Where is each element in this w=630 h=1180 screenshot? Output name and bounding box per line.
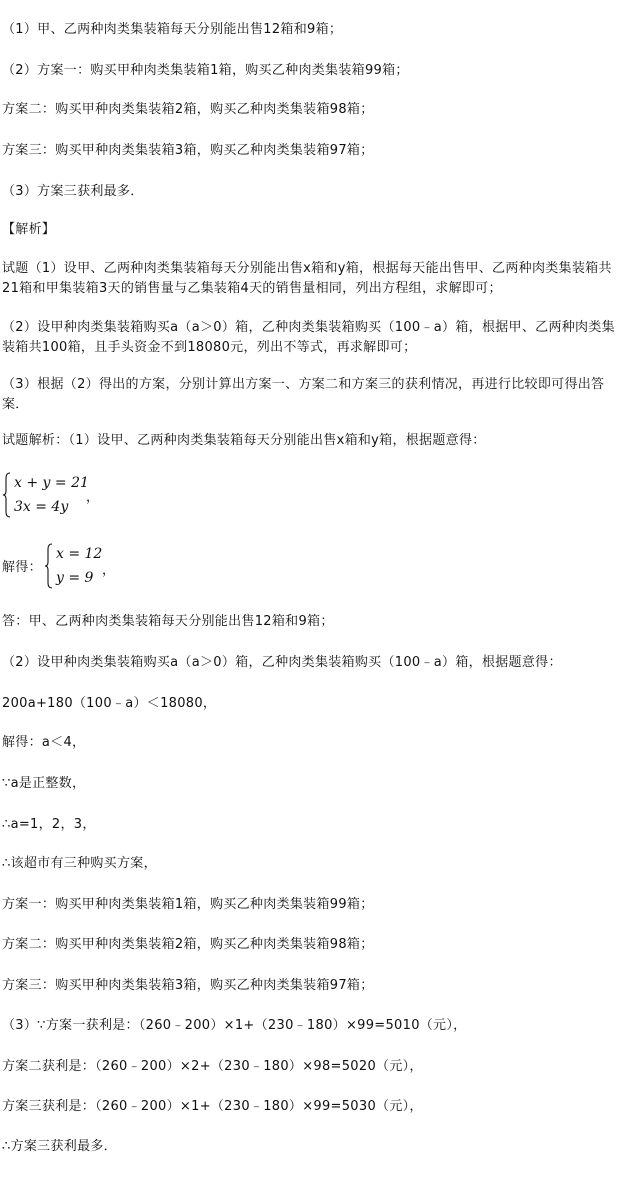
three-plans-statement: ∴该超市有三种购买方案，	[2, 856, 157, 871]
equation-system-2	[44, 543, 164, 593]
profit-plan3: 方案三获利是：（260﹣200）×1+（230﹣180）×99=5030（元），	[2, 1099, 423, 1114]
brace-icon	[2, 472, 12, 518]
system1-comma: ，	[86, 490, 100, 505]
system1-equation-2: 3x = 4y	[14, 499, 69, 515]
solution-part1-setup: 试题解析：（1）设甲、乙两种肉类集装箱每天分别能出售x箱和y箱，根据题意得：	[2, 433, 486, 448]
a-values: ∴a=1，2，3，	[2, 817, 96, 832]
brace-icon	[44, 543, 54, 589]
plan2: 方案二：购买甲种肉类集装箱2箱，购买乙种肉类集装箱98箱；	[2, 937, 374, 952]
plan1: 方案一：购买甲种肉类集装箱1箱，购买乙种肉类集装箱99箱；	[2, 897, 374, 912]
system2-equation-2: y = 9	[56, 570, 94, 586]
system2-comma: ，	[102, 563, 116, 578]
analysis-part1: 试题（1）设甲、乙两种肉类集装箱每天分别能出售x箱和y箱，根据每天能出售甲、乙两种肉类集装箱共21箱和甲集装箱3天的销售量与乙集装箱4天的销售量相同，列出方程组，求解即可；	[2, 261, 612, 296]
system2-equation-1: x = 12	[56, 546, 103, 562]
answer-part1: （1）甲、乙两种肉类集装箱每天分别能出售12箱和9箱；	[2, 22, 343, 37]
analysis-part3: （3）根据（2）得出的方案，分别计算出方案一、方案二和方案三的获利情况，再进行比较即可得出答案．	[2, 377, 605, 412]
answer-part3: （3）方案三获利最多．	[2, 184, 144, 199]
answer-part2-plan1: （2）方案一：购买甲种肉类集装箱1箱，购买乙种肉类集装箱99箱；	[2, 63, 409, 78]
inequality-solution: 解得：a＜4，	[2, 735, 86, 750]
analysis-heading: 【解析】	[2, 222, 56, 237]
solution-part2-setup: （2）设甲种肉类集装箱购买a（a＞0）箱，乙种肉类集装箱购买（100﹣a）箱，根据题意得：	[2, 655, 562, 670]
answer-statement: 答：甲、乙两种肉类集装箱每天分别能出售12箱和9箱；	[2, 614, 334, 629]
profit-plan1: （3）∵方案一获利是：（260﹣200）×1+（230﹣180）×99=5010（元），	[2, 1018, 467, 1033]
system1-equation-1: x + y = 21	[14, 475, 89, 491]
inequality: 200a+180（100﹣a）＜18080，	[2, 696, 217, 711]
plan3: 方案三：购买甲种肉类集装箱3箱，购买乙种肉类集装箱97箱；	[2, 978, 374, 993]
equation-system-1	[2, 472, 142, 522]
conclusion: ∴方案三获利最多．	[2, 1139, 117, 1154]
analysis-part2: （2）设甲种肉类集装箱购买a（a＞0）箱，乙种肉类集装箱购买（100﹣a）箱，根据甲、乙两种肉类集装箱共100箱，且手头资金不到18080元，列出不等式，再求解即可；	[2, 320, 615, 355]
solve-label: 解得：	[2, 560, 42, 575]
integer-condition: ∵a是正整数，	[2, 776, 86, 791]
answer-plan3: 方案三：购买甲种肉类集装箱3箱，购买乙种肉类集装箱97箱；	[2, 143, 374, 158]
profit-plan2: 方案二获利是：（260﹣200）×2+（230﹣180）×98=5020（元），	[2, 1059, 423, 1074]
answer-plan2: 方案二：购买甲种肉类集装箱2箱，购买乙种肉类集装箱98箱；	[2, 102, 374, 117]
